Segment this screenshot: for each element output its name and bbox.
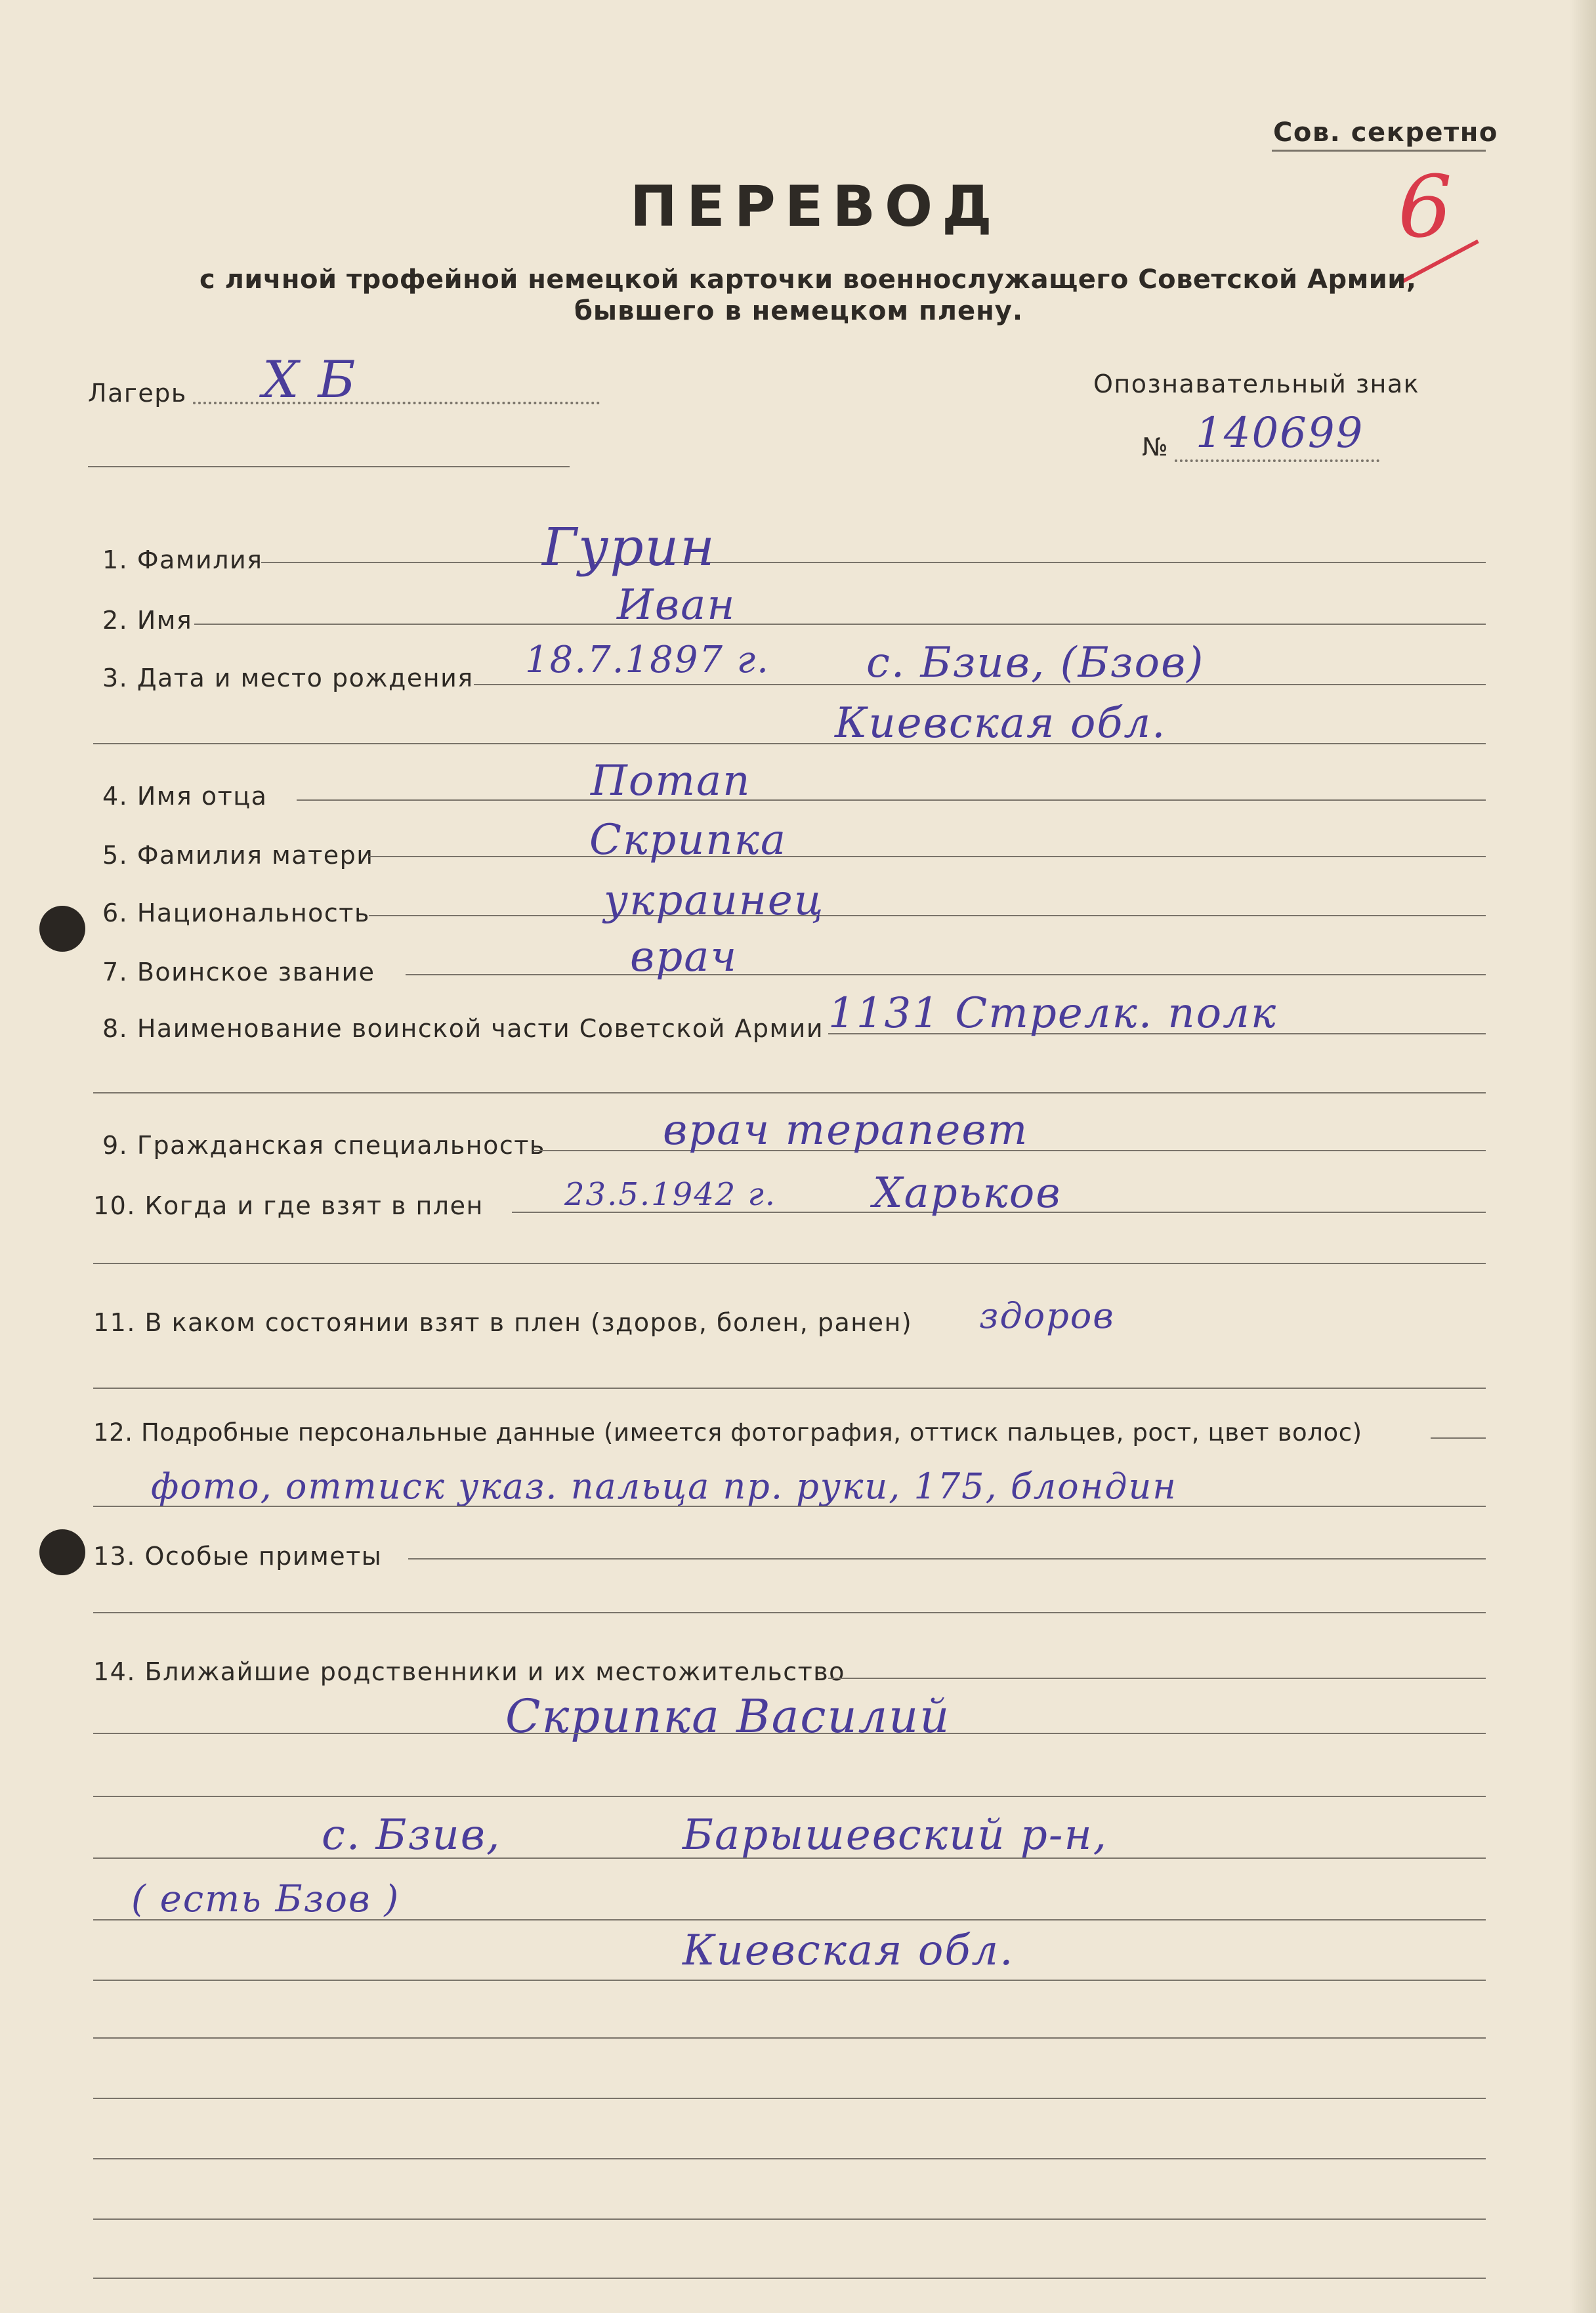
camp-label: Лагерь	[88, 379, 187, 408]
classification-underline	[1272, 150, 1486, 152]
id-tag-label: Опознавательный знак	[1093, 370, 1420, 398]
field-12-line	[93, 1506, 1486, 1507]
document-subtitle-1: с личной трофейной немецкой карточки военнослужащего Советской Армии,	[200, 265, 1417, 295]
field-14-line-5	[93, 1919, 1486, 1920]
field-12-label: 12. Подробные персональные данные (имеется фотография, оттиск пальцев, рост, цвет волос)	[93, 1418, 1362, 1447]
field-14-line-9	[93, 2158, 1486, 2159]
classification-stamp: Сов. секретно	[1273, 117, 1498, 148]
id-tag-number-sign: №	[1142, 433, 1169, 461]
field-3-label: 3. Дата и место рождения	[102, 664, 474, 692]
field-2-label: 2. Имя	[102, 606, 193, 635]
field-5-value: Скрипка	[589, 816, 787, 864]
field-10-label: 10. Когда и где взят в плен	[93, 1191, 484, 1220]
field-2-value: Иван	[617, 581, 736, 629]
field-14-line-10	[93, 2218, 1486, 2220]
field-6-label: 6. Национальность	[102, 899, 370, 927]
field-7-line	[406, 974, 1486, 975]
field-11-line	[93, 1388, 1486, 1389]
field-3-birth-place-cont: Киевская обл.	[835, 699, 1167, 748]
field-6-line	[369, 915, 1486, 916]
field-12-line-tail	[1431, 1437, 1486, 1439]
field-4-line	[297, 799, 1486, 801]
field-6-value: украинец	[604, 876, 825, 925]
field-14-district: Барышевский р-н,	[682, 1811, 1108, 1859]
punch-hole-upper	[39, 906, 85, 952]
field-13-line-2	[93, 1612, 1486, 1613]
field-14-village: с. Бзив,	[322, 1811, 501, 1859]
field-11-value: здоров	[979, 1295, 1115, 1336]
field-14-relative-name: Скрипка Василий	[505, 1689, 951, 1743]
field-3-birth-date: 18.7.1897 г.	[525, 639, 770, 681]
field-8-value: 1131 Стрелк. полк	[828, 989, 1278, 1038]
field-14-line-4	[93, 1857, 1486, 1859]
field-10-line-2	[93, 1263, 1486, 1264]
field-7-value: врач	[630, 933, 738, 981]
camp-extra-line	[88, 466, 570, 467]
field-14-line-7	[93, 2037, 1486, 2039]
camp-value: Х Б	[262, 350, 357, 410]
field-5-label: 5. Фамилия матери	[102, 841, 374, 870]
field-4-label: 4. Имя отца	[102, 782, 268, 811]
field-3-line-2	[93, 743, 1486, 744]
id-tag-value: 140699	[1196, 409, 1364, 457]
field-9-label: 9. Гражданская специальность	[102, 1131, 545, 1160]
field-3-birth-place: с. Бзив, (Бзов)	[866, 639, 1205, 687]
id-tag-dotted-line	[1175, 459, 1379, 462]
field-5-line	[369, 856, 1486, 857]
field-14-line-6	[93, 1980, 1486, 1981]
field-11-label: 11. В каком состоянии взят в плен (здоров, болен, ранен)	[93, 1308, 913, 1337]
field-14-label: 14. Ближайшие родственники и их местожительство	[93, 1657, 845, 1686]
field-14-line	[828, 1678, 1486, 1679]
field-10-capture-place: Харьков	[873, 1169, 1062, 1218]
field-1-label: 1. Фамилия	[102, 545, 263, 574]
field-14-line-3	[93, 1796, 1486, 1797]
paper-edge-shadow	[1570, 0, 1596, 2313]
page-number-mark: 6	[1398, 157, 1454, 257]
field-2-line	[194, 624, 1486, 625]
field-10-capture-date: 23.5.1942 г.	[564, 1176, 777, 1213]
field-7-label: 7. Воинское звание	[102, 958, 375, 987]
document-title: ПЕРЕВОД	[630, 174, 1001, 240]
field-13-label: 13. Особые приметы	[93, 1542, 383, 1571]
field-14-line-11	[93, 2278, 1486, 2279]
field-8-label: 8. Наименование воинской части Советской Армии	[102, 1014, 824, 1043]
field-14-alt-village: ( есть Бзов )	[131, 1878, 400, 1920]
field-4-value: Потап	[591, 757, 751, 805]
field-8-line-2	[93, 1092, 1486, 1093]
field-13-line	[408, 1558, 1486, 1560]
field-1-value: Гурин	[542, 517, 716, 578]
camp-dotted-line	[193, 402, 600, 404]
punch-hole-lower	[39, 1529, 85, 1575]
field-1-line	[261, 562, 1486, 563]
field-14-region: Киевская обл.	[682, 1926, 1015, 1975]
field-12-value: фото, оттиск указ. пальца пр. руки, 175, блондин	[151, 1466, 1177, 1507]
document-subtitle-2: бывшего в немецком плену.	[574, 296, 1024, 326]
field-9-value: врач терапевт	[663, 1106, 1029, 1155]
field-14-line-8	[93, 2098, 1486, 2099]
field-14-line-2	[93, 1733, 1486, 1734]
